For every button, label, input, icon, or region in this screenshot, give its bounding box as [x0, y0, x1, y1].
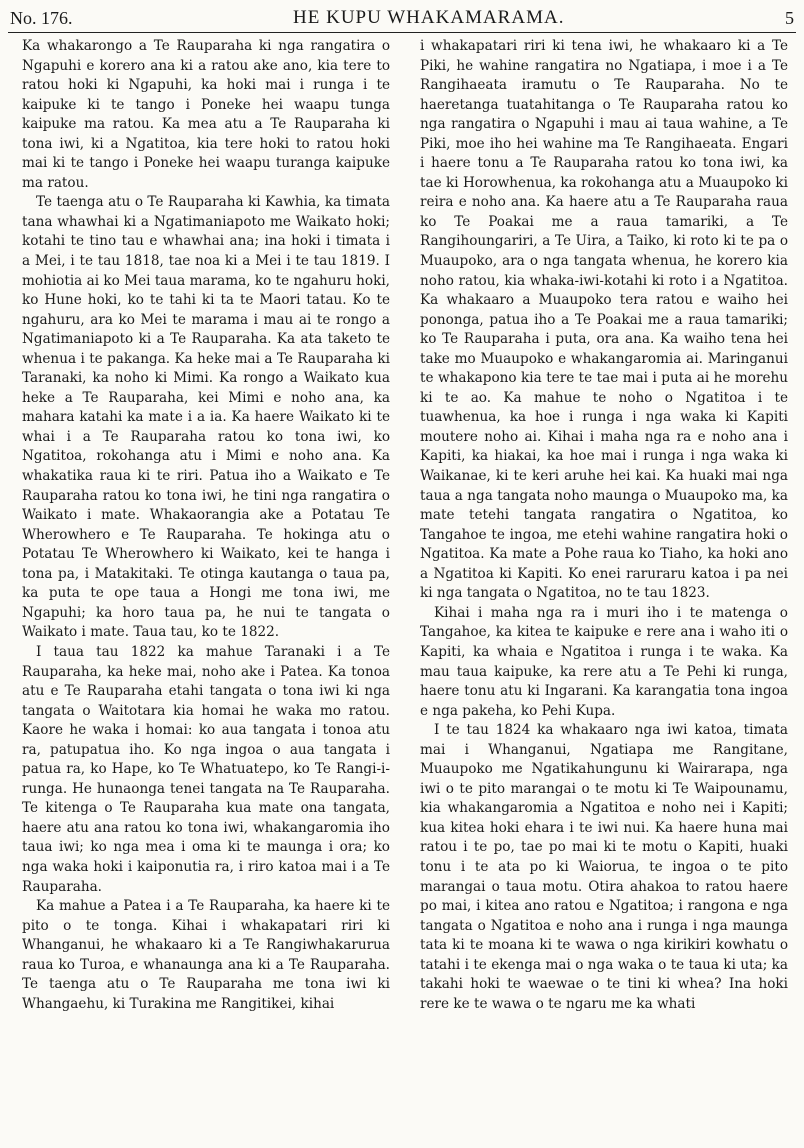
right-column [420, 37, 788, 1142]
paragraph: Ka mahue a Patea i a Te Rauparaha, ka haere ki te pito o te tonga. Kihai i whakapatari riri ki Whanganui, he whakaaro ki a Te Rangiwhakarurua raua ko Turoa, e whanaunga ana ki a Te Rauparaha. Te taenga atu o Te Rauparaha me tona iwi ki Whangaehu, ki Turakina me Rangitikei, kihai [22, 898, 390, 1012]
paragraph: I te tau 1824 ka whakaaro nga iwi katoa, timata mai i Whanganui, Ngatiapa me Rangitane, Muaupoko me Ngatikahungunu ki Wairarapa, nga iwi o te pito marangai o te motu ki Te Waipounamu, kia whakangaromia a Ngatitoa e noho nei i Kapiti; kua kitea hoki ehara i te iwi nui. Ka haere huna mai ratou i te po, tae po mai ki te motu o Kapiti, huaki tonu i te ata po ki Waiorua, te ingoa o te pito marangai o taua motu. Otira ahakoa to ratou haere po mai, i kitea ano ratou e Ngatitoa; i rangona e nga tangata o Ngatitoa e noho ana i runga i nga maunga tata ki te moana ki te wawa o nga kirikiri kowhatu o tatahi i te ekenga mai o nga waka o te taua ki uta; ka takahi hoki te waewae o te tini ki whea? Ina hoki rere ke te wawa o te ngaru me ka whati [420, 722, 788, 1012]
page-header [10, 4, 794, 32]
left-column [22, 37, 390, 1142]
paragraph: i whakapatari riri ki tena iwi, he whakaaro ki a Te Piki, he wahine rangatira no Ngatiapa, i moe i a Te Rangihaeata iramutu o Te Rauparaha. No te haeretanga tuatahitanga o Te Rauparaha ratou ko nga rangatira o Ngapuhi i mau ai taua wahine, a Te Piki, moe iho hei wahine ma Te Rangihaeata. Engari i haere tonu a Te Rauparaha ratou ko tona iwi, ka tae ki Horowhenua, ka rokohanga atu a Muaupoko ki reira e noho ana. Ka haere atu a Te Rauparaha raua ko Te Poakai me a raua tamariki, a Te Rangihoungariri, a Te Uira, a Taiko, ki roto ki te pa o Muaupoko, ara o nga tangata whenua, he korero kia noho ratou, kia whaka-iwi-kotahi ki roto i a Ngatitoa. Ka whakaaro a Muaupoko tera ratou e waiho hei pononga, patua iho a Te Poakai me a raua tamariki; ko Te Rauparaha i puta, ora ana. Ka waiho tena hei take mo Muaupoko e whakangaromia ai. Maringanui te whakapono kia tere te tae mai i puta ai he morehu ki te ao. Ka mahue te noho o Ngatitoa i te tuawhenua, ka hoe i runga i nga waka ki Kapiti moutere noho ai. Kihai i maha nga ra e noho ana i Kapiti, ka hiakai, ka hoe mai i runga i nga waka ki Waikanae, ki te keri aruhe hei kai. Ka huaki mai nga taua a nga tangata noho maunga o Muaupoko ma, ka mate tetehi tangata rangatira o Ngatitoa, ko Tangahoe te ingoa, me etehi wahine rangatira hoki o Ngatitoa. Ka mate a Pohe raua ko Tiaho, ka hoki ano a Ngatitoa ki Kapiti. Ko enei raruraru katoa i pa nei ki nga tangata o Ngatitoa, no te tau 1823. [420, 38, 788, 602]
issue-number: No. 176. [10, 7, 73, 28]
paragraph: Te taenga atu o Te Rauparaha ki Kawhia, ka timata tana whawhai ki a Ngatimaniapoto me Waikato hoki; kotahi te tino tau e whawhai ana; ina hoki i timata i a Mei, i te tau 1818, tae noa ki a Mei i te tau 1819. I mohiotia ai ko Mei taua marama, ko te ngahuru hoki, ko Hune hoki, ko te tahi ki ta te Maori tatau. Ko te ngahuru, ara ko Mei te marama i mau ai te rongo a Ngatimaniapoto ki a Te Rauparaha. Ka ata taketo te whenua i te pakanga. Ka heke mai a Te Rauparaha ki Taranaki, ka noho ki Mimi. Ka rongo a Waikato kua heke a Te Rauparaha, kei Mimi e noho ana, ka mahara katahi ka mate i a ia. Ka haere Waikato ki te whai i a Te Rauparaha ratou ko tona iwi, ko Ngatitoa, rokohanga atu i Mimi e noho ana. Ka whakatika raua ki te riri. Patua iho a Waikato e Te Rauparaha ratou ko tona iwi, he tini nga rangatira o Waikato i mate. Whakaorangia ake a Potatau Te Wherowhero e Te Rauparaha. Te hokinga atu o Potatau Te Wherowhero ki Waikato, kei te hanga i tona pa, i Matakitaki. Te otinga kautanga o taua pa, ka puta te ope taua a Hongi me tona iwi, me Ngapuhi; ka horo taua pa, he nui te tangata o Waikato i mate. Taua tau, ko te 1822. [22, 194, 390, 641]
paragraph: I taua tau 1822 ka mahue Taranaki i a Te Rauparaha, ka heke mai, noho ake i Patea. Ka tonoa atu e Te Rauparaha etahi tangata o tona iwi ki nga tangata o Waitotara kia homai he waka mo ratou. Kaore he waka i homai: ko aua tangata i tonoa atu ra, patupatua iho. Ko nga ingoa o aua tangata i patua ra, ko Hape, ko Te Whatuatepo, ko Te Rangi-i-runga. He hunaonga tenei tangata na Te Rauparaha. Te kitenga o Te Rauparaha kua mate ona tangata, haere atu ana ratou ko tona iwi, whakangaromia iho taua iwi; ko nga mea i oma ki te maunga i ora; ko nga waka hoki i kaiponutia ra, i riro katoa mai i a Te Rauparaha. [22, 643, 390, 895]
paragraph: Kihai i maha nga ra i muri iho i te matenga o Tangahoe, ka kitea te kaipuke e rere ana i waho iti o Kapiti, ka whaia e Ngatitoa i runga i te waka. Ka mau taua kaipuke, ka rere atu a Te Pehi ki runga, haere tonu atu ki Ingarani. Ka karangatia tona ingoa e nga pakeha, ko Pehi Kupa. [420, 604, 788, 719]
header-rule [8, 32, 796, 33]
paragraph: Ka whakarongo a Te Rauparaha ki nga rangatira o Ngapuhi e korero ana ki a ratou ake ano, kia tere to ratou hoki ki Ngapuhi, ka hoki mai i runga i te kaipuke ki te tango i Poneke hei waapu tunga kaipuke ma ratou. Ka mea atu a Te Rauparaha ki tona iwi, ki a Ngatitoa, kia tere hoki to ratou hoki mai ki te tango i Poneke hei waapu turanga kaipuke ma ratou. [22, 38, 390, 191]
publication-title: HE KUPU WHAKAMARAMA. [293, 7, 565, 28]
page-number: 5 [784, 7, 794, 28]
